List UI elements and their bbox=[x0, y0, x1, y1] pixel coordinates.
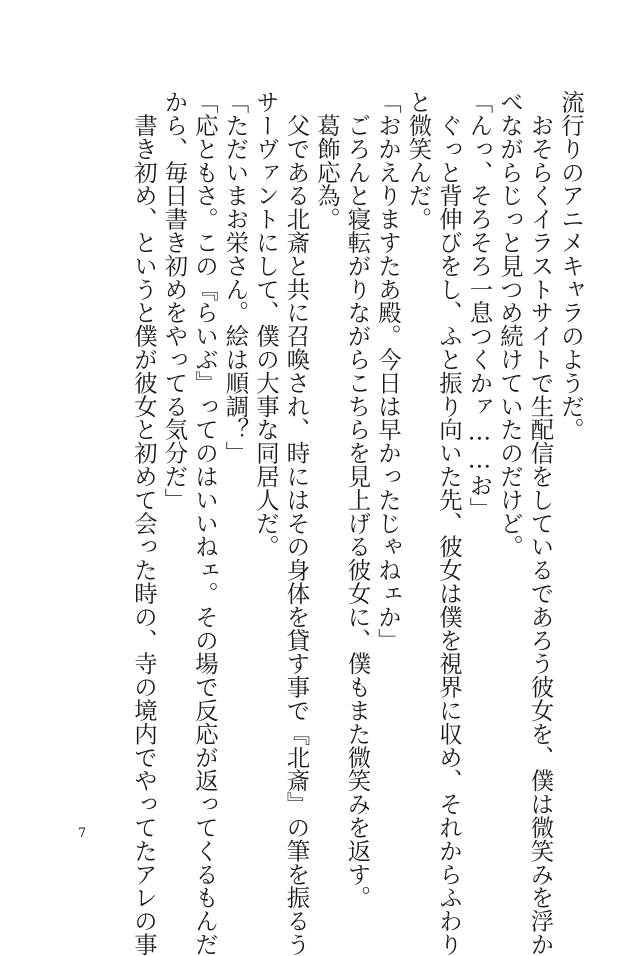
text-line: ぐっと背伸びをし、ふと振り向いた先、彼女は僕を視界に収め、それからふわり bbox=[435, 90, 463, 956]
text-line: 「応ともさ。この『らいぶ』ってのはいいねェ。その場で反応が返ってくるもんだ bbox=[191, 90, 219, 956]
text-line: サーヴァントにして、僕の大事な同居人だ。 bbox=[252, 90, 280, 558]
text-line: と微笑んだ。 bbox=[404, 90, 433, 231]
text-line: ごろんと寝転がりながらこちらを見上げる彼女に、僕もまた微笑みを返す。 bbox=[343, 90, 372, 909]
text-line: おそらくイラストサイトで生配信をしているであろう彼女を、僕は微笑みを浮か bbox=[526, 90, 555, 956]
text-line: 「ただいまお栄さん。絵は順調？」 bbox=[221, 90, 250, 465]
text-line: から、毎日書き初めをやってる気分だ」 bbox=[160, 90, 189, 512]
text-line: 書き初め、というと僕が彼女と初めて会った時の、寺の境内でやってたアレの事 bbox=[130, 90, 158, 956]
text-line: 葛飾応為。 bbox=[313, 90, 341, 231]
text-line: 父である北斎と共に召喚され、時にはその身体を貸す事で『北斎』の筆を振るう bbox=[282, 90, 311, 956]
text-line: 「おかえりますたあ殿。今日は早かったじゃねェか」 bbox=[374, 90, 402, 652]
page-number: 7 bbox=[78, 826, 87, 841]
text-line: 流行りのアニメキャラのようだ。 bbox=[557, 90, 585, 441]
text-line: 「んっ、そろそろ一息つくかァ……お」 bbox=[465, 90, 494, 521]
text-line: べながらじっと見つめ続けていたのだけど。 bbox=[496, 90, 524, 558]
vertical-text-body bbox=[129, 90, 587, 956]
